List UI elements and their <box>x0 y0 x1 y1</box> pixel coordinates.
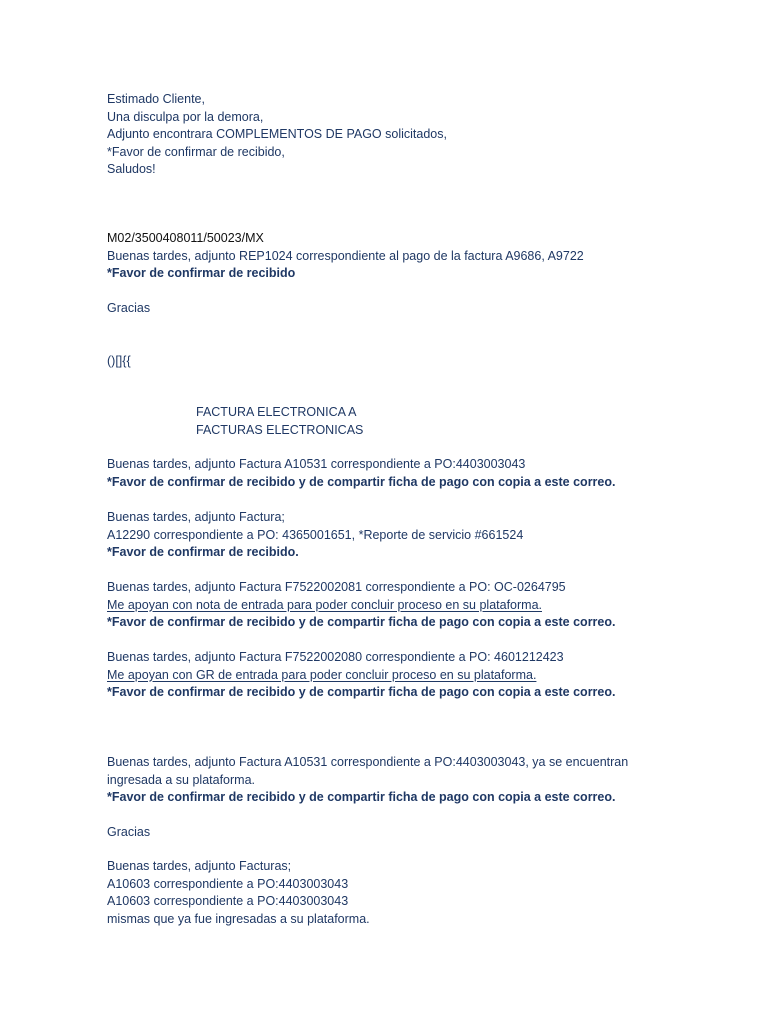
invoice-message-6 <box>107 858 370 928</box>
greeting-line: Una disculpa por la demora, <box>107 109 264 124</box>
thanks-line: Gracias <box>107 824 151 839</box>
invoice-line: ingresada a su plataforma. <box>107 772 256 787</box>
invoice-line: A12290 correspondiente a PO: 4365001651, *Reporte de servicio #661524 <box>107 527 524 542</box>
confirm-note: *Favor de confirmar de recibido y de compartir ficha de pago con copia a este correo. <box>107 790 616 804</box>
greeting-line: *Favor de confirmar de recibido, <box>107 144 285 159</box>
invoice-line: Buenas tardes, adjunto Facturas; <box>107 859 292 873</box>
factura-header-block <box>107 404 363 439</box>
invoice-line: Buenas tardes, adjunto Factura; <box>107 510 285 524</box>
invoice-message-1 <box>107 456 615 491</box>
invoice-message-5 <box>107 754 628 841</box>
confirm-note: *Favor de confirmar de recibido y de compartir ficha de pago con copia a este correo. <box>107 685 616 699</box>
invoice-line: A10603 correspondiente a PO:4403003043 <box>107 894 349 908</box>
rep-message: Buenas tardes, adjunto REP1024 correspondiente al pago de la factura A9686, A9722 <box>107 248 584 263</box>
confirm-note: *Favor de confirmar de recibido <box>107 266 296 280</box>
invoice-message-3 <box>107 579 615 632</box>
invoice-line: A10603 correspondiente a PO:4403003043 <box>107 876 349 891</box>
confirm-note: *Favor de confirmar de recibido y de compartir ficha de pago con copia a este correo. <box>107 615 616 629</box>
invoice-message-4 <box>107 649 615 702</box>
greeting-line: Saludos! <box>107 162 156 176</box>
greeting-block <box>107 91 447 179</box>
invoice-message-2 <box>107 509 523 562</box>
factura-header-line: FACTURA ELECTRONICA A <box>196 405 357 419</box>
symbols-line: ()[]{{ <box>107 354 131 368</box>
request-line: Me apoyan con nota de entrada para poder concluir proceso en su plataforma. <box>107 597 542 612</box>
greeting-line: Adjunto encontrara COMPLEMENTOS DE PAGO solicitados, <box>107 127 447 141</box>
invoice-line: Buenas tardes, adjunto Factura F7522002081 correspondiente a PO: OC-0264795 <box>107 580 566 594</box>
thanks-line: Gracias <box>107 300 151 315</box>
confirm-note: *Favor de confirmar de recibido y de compartir ficha de pago con copia a este correo. <box>107 474 616 489</box>
confirm-note: *Favor de confirmar de recibido. <box>107 545 299 559</box>
invoice-line: Buenas tardes, adjunto Factura F7522002080 correspondiente a PO: 4601212423 <box>107 650 564 664</box>
greeting-line: Estimado Cliente, <box>107 92 205 106</box>
invoice-line: Buenas tardes, adjunto Factura A10531 correspondiente a PO:4403003043, ya se encuentran <box>107 755 629 769</box>
factura-header-line: FACTURAS ELECTRONICAS <box>196 422 364 437</box>
reference-code: M02/3500408011/50023/MX <box>107 231 264 245</box>
rep-block <box>107 230 584 317</box>
symbols-block <box>107 353 131 371</box>
request-line: Me apoyan con GR de entrada para poder concluir proceso en su plataforma. <box>107 667 537 682</box>
invoice-line: mismas que ya fue ingresadas a su plataforma. <box>107 911 370 926</box>
invoice-line: Buenas tardes, adjunto Factura A10531 correspondiente a PO:4403003043 <box>107 457 526 471</box>
